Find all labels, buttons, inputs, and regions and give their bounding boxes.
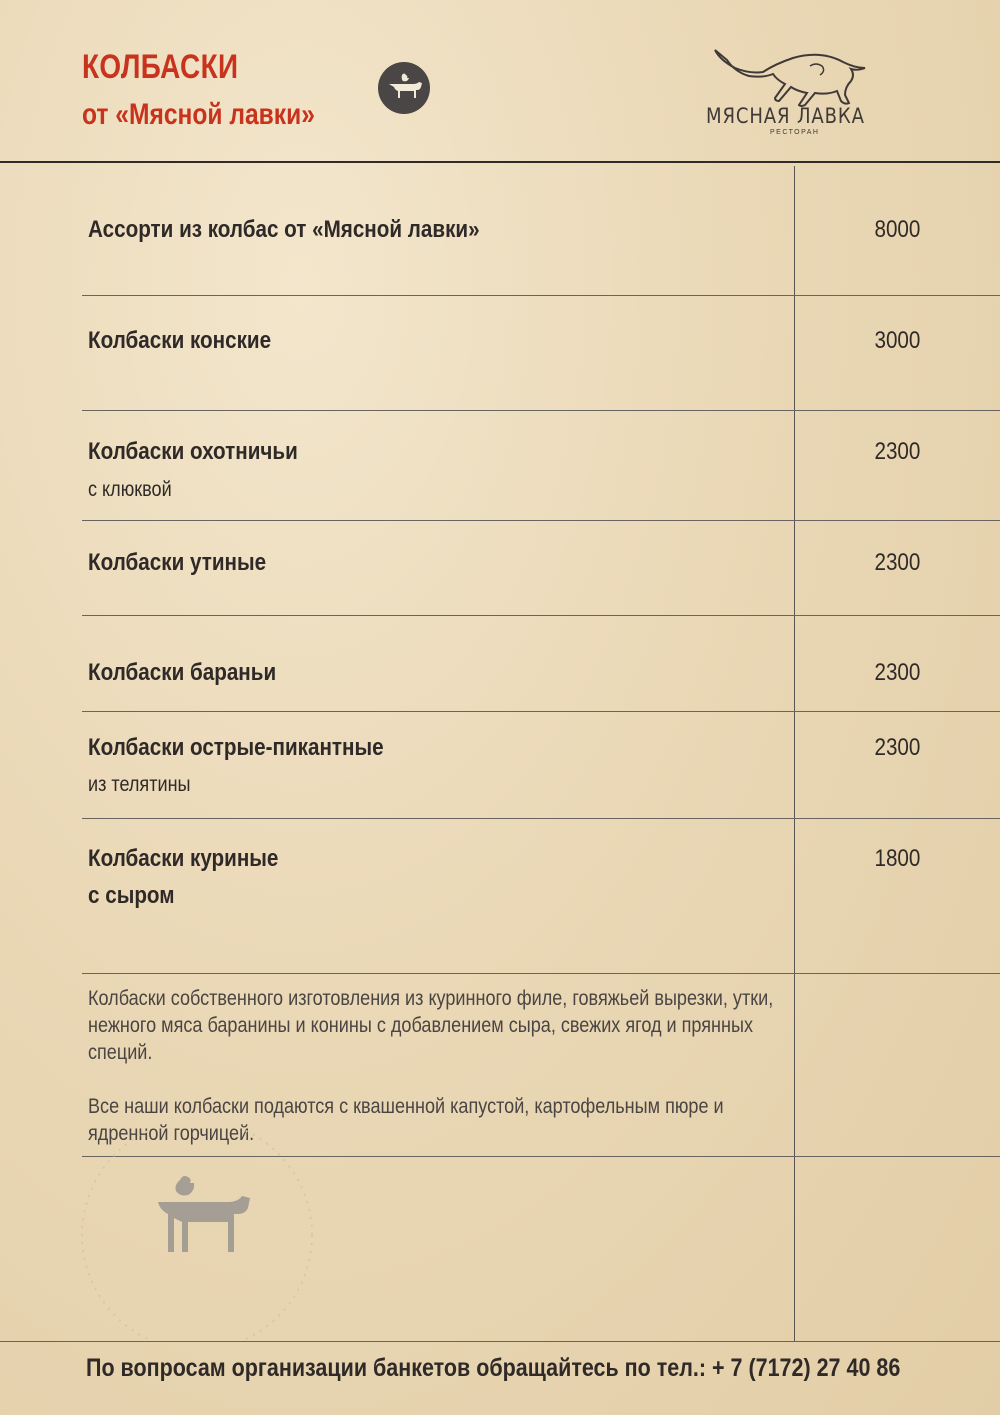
footer-contact: По вопросам организации банкетов обращайтесь по тел.: + 7 (7172) 27 40 86 (86, 1354, 901, 1382)
item-name: Колбаски куриные (88, 845, 279, 872)
page-subtitle: от «Мясной лавки» (82, 98, 315, 131)
item-name: Колбаски бараньи (88, 659, 277, 686)
serving-paragraph: Все наши колбаски подаются с квашенной капустой, картофельным пюре и ядренной горчицей. (88, 1095, 724, 1145)
cow-chicken-watermark-icon (72, 1130, 322, 1340)
row-divider (82, 973, 1000, 974)
item-name: Колбаски конские (88, 327, 272, 354)
item-price: 2300 (874, 438, 920, 465)
item-name: Колбаски охотничьи (88, 438, 298, 465)
item-name: Ассорти из колбас от «Мясной лавки» (88, 216, 480, 243)
description-paragraph: Колбаски собственного изготовления из куринного филе, говяжьей вырезки, утки, нежного мяса баранины и конины с добавлением сыра, свежих ягод и прянных специй. (88, 987, 774, 1064)
item-price: 2300 (874, 549, 920, 576)
row-divider (82, 615, 1000, 616)
item-name: Колбаски утиные (88, 549, 267, 576)
item-price: 2300 (874, 734, 920, 761)
row-divider (82, 711, 1000, 712)
row-divider (82, 520, 1000, 521)
item-description: из телятины (88, 773, 191, 796)
item-name: Колбаски острые-пикантные (88, 734, 384, 761)
item-description: с клюквой (88, 478, 172, 501)
item-name-line2: с сыром (88, 882, 175, 909)
item-price: 8000 (874, 216, 920, 243)
row-divider (82, 410, 1000, 411)
page-title: КОЛБАСКИ (82, 48, 239, 86)
item-price: 1800 (874, 845, 920, 872)
cow-chicken-icon (378, 62, 430, 114)
item-price: 2300 (874, 659, 920, 686)
footer-divider (0, 1341, 1000, 1342)
logo-name: МЯСНАЯ ЛАВКА (706, 104, 865, 128)
row-divider (82, 818, 1000, 819)
item-price: 3000 (874, 327, 920, 354)
row-divider (82, 295, 1000, 296)
price-column-divider (794, 166, 795, 1341)
header-divider (0, 161, 1000, 163)
logo-subtitle: РЕСТОРАН (770, 129, 820, 136)
